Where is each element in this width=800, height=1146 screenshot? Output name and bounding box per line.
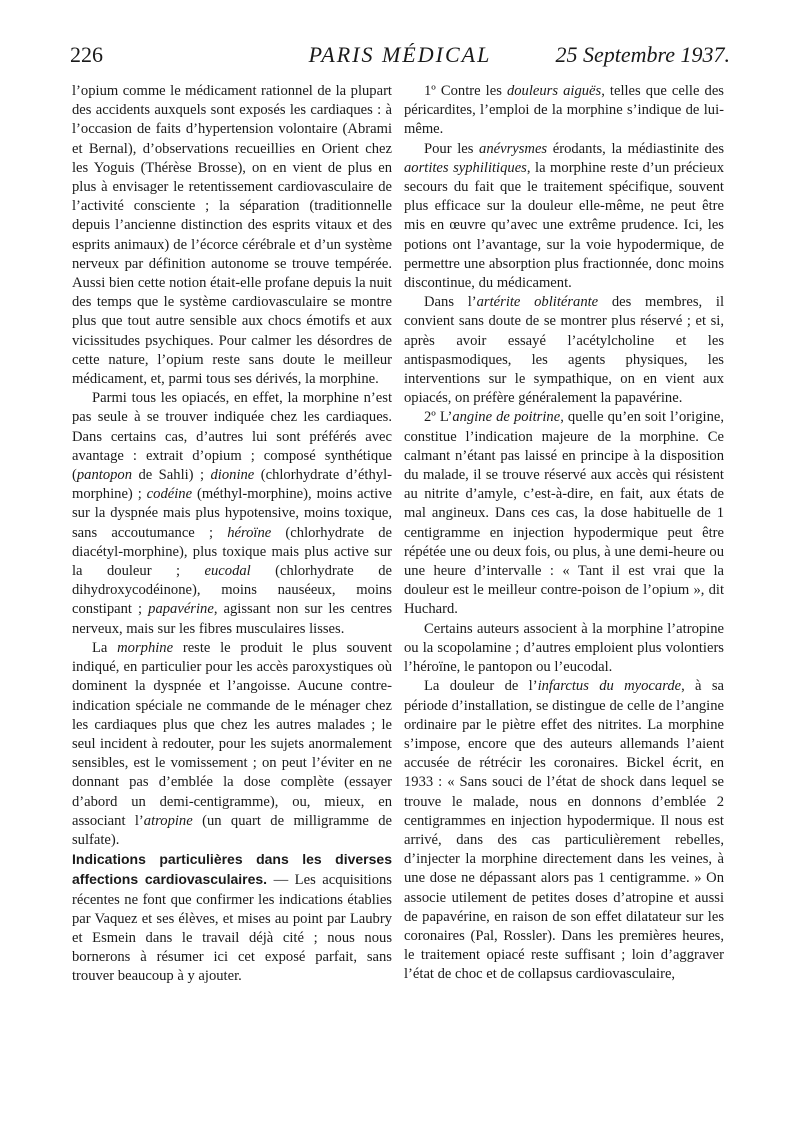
text-run: , telles que celle des péricardites, l’emploi de la morphine s’indique de lui-même. — [404, 83, 724, 138]
text-run: La douleur de l’ — [424, 678, 538, 695]
right-column — [404, 82, 724, 985]
paragraph — [404, 620, 724, 678]
drug-name: héroïne — [227, 524, 272, 541]
emphasis: infarctus du myocarde — [537, 678, 682, 695]
section-paragraph — [72, 850, 392, 986]
drug-name: codéine — [146, 486, 193, 503]
text-run: — Les acquisitions récentes ne font que confirmer les indications établies par Vaquez et ses élèves, et mises au point par Laubry et Esmein dans le travail déjà cité ; nous nous bornerons à résumer ici cet exposé parfait, sans trouver beaucoup à y ajouter. — [72, 872, 392, 985]
text-run: (chlorhydrate d’éthyl-morphine) ; — [72, 467, 392, 503]
drug-name: eucodal — [204, 563, 251, 580]
running-header — [70, 42, 730, 76]
text-run: (méthyl-morphine), moins active sur la dyspnée mais plus hypotensive, moins toxique, sans accoutumance ; — [72, 486, 392, 541]
text-run: Dans l’ — [424, 294, 477, 311]
drug-name: morphine — [117, 639, 174, 656]
text-run: La — [92, 639, 118, 656]
paragraph — [404, 293, 724, 408]
text-run: Pour les — [424, 140, 480, 157]
text-run: , agissant non sur les centres nerveux, mais sur les fibres musculaires lisses. — [72, 601, 393, 637]
emphasis: artérite oblitérante — [476, 294, 599, 311]
left-column — [72, 82, 392, 987]
section-heading: Indications particulières dans les diverses affections cardiovasculaires. — [72, 851, 392, 888]
emphasis: douleurs aiguës — [506, 83, 602, 99]
text-run: (un quart de milligramme de sulfate). — [72, 812, 392, 848]
paragraph — [404, 408, 724, 619]
paragraph-text: l’opium comme le médicament rationnel de la plupart des accidents auxquels sont exposés les cardiaques : à l’occasion de faits d’hypertension volontaire (Abrami et Bernal), d’observations recueillies en Orient chez les Yoguis (Thérèse Brosse), on en vient de plus en plus à envisager le retentissement cardiovasculaire de l’activité consciente ; la séparation (traditionnelle depuis l’ancienne distinction des esprits vitaux et des esprits animaux) de l’écorce cérébrale et d’un système nerveux par définition autonome se trouve tempérée. Aussi bien cette notion était-elle profane depuis la nuit des temps que le système cardiovasculaire se montre plus que tout autre sensible aux chocs émotifs et aux vicissitudes psychiques. Pour calmer les désordres de cette nature, l’opium reste sans doute le meilleur médicament, et, parmi tous ses dérivés, la morphine. — [72, 83, 392, 388]
text-run: 2º L’ — [424, 409, 453, 426]
paragraph-text: Certains auteurs associent à la morphine l’atropine ou la scopolamine ; d’autres emploient plus volontiers l’héroïne, le pantopon ou l’eucodal. — [404, 620, 724, 676]
text-run: des membres, il convient sans doute de se montrer plus réservé ; et si, après avoir essayé l’acétylcholine et les antispasmodiques, les agents physiques, les interventions sur le sympathique, on en vient aux opiacés, on préfère généralement la papavérine. — [404, 294, 724, 407]
paragraph — [72, 82, 392, 389]
journal-title: PARIS MÉDICAL — [308, 42, 492, 67]
text-run: érodants, la médiastinite des — [547, 140, 725, 157]
drug-name: pantopon — [76, 467, 133, 484]
drug-name: atropine — [143, 812, 193, 829]
page-number: 226 — [70, 42, 103, 67]
text-run: 1º Contre les — [424, 83, 507, 99]
paragraph — [404, 82, 724, 140]
text-run: Parmi tous les opiacés, en effet, la morphine n’est pas seule à se trouver indiquée chez les cardiaques. Dans certains cas, d’autres lui sont préférés avec avantage : extrait d’opium ; composé synthétique ( — [72, 390, 392, 484]
text-run: , à sa période d’installation, se distingue de celle de l’angine ordinaire par le piètre effet des nitrites. La morphine s’impose, encore que des auteurs allemands l’aient accusée de rétrécir les coronaires. Bickel écrit, en 1933 : « Sans souci de l’état de shock dans lequel se trouve le malade, nous en donnons d’emblée 2 centigrammes en injection hypodermique. Il nous est arrivé, dans des cas particulièrement rebelles, d’injecter la morphine directement dans les veines, à une dose ne dépassant alors pas 1 centigramme. » On associe utilement de petites doses d’atropine et aussi de papavérine, en raison de son effet dilatateur sur les coronaires (Pal, Rossler). Dans les premières heures, le traitement opiacé reste suffisant ; loin d’aggraver l’état de choc et de collapsus cardiovasculaire, — [404, 678, 724, 983]
drug-name: papavérine — [148, 601, 214, 618]
text-run: (chlorhydrate de dihydroxycodéinone), moins nauséeux, moins constipant ; — [72, 563, 392, 618]
paragraph — [404, 677, 724, 984]
text-run: , quelle qu’en soit l’origine, constitue l’indication majeure de la morphine. Ce calmant n’étant pas laissé en principe à la disposition du malade, il se trouve réservé aux accès qui résistent au nitrite d’amyle, c’est-à-dire, en fait, aux états de mal angineux. Dans ces cas, la dose habituelle de 1 centigramme en injection hypodermique peut être répétée une ou deux fois, ou plus, à une demi-heure ou une heure d’intervalle : « Tant il est vrai que la douleur est le meilleur contre-poison de l’opium », dit Huchard. — [404, 409, 724, 618]
emphasis: angine de poitrine — [452, 409, 561, 426]
paragraph — [72, 639, 392, 850]
text-run: de Sahli) ; — [132, 467, 211, 484]
paragraph — [404, 140, 724, 294]
text-run: (chlorhydrate de diacétyl-morphine), plus toxique mais plus active sur la douleur ; — [72, 524, 392, 580]
text-run: reste le produit le plus souvent indiqué, en particulier pour les accès paroxystiques où dominent la dyspnée et l’angoisse. Aucune contre-indication spéciale ne commande de le ménager chez les cardiaques plus que chez les autres malades ; le seul incident à redouter, pour les sujets anormalement sensibles, est le vomissement ; on peut l’éviter en ne donnant pas d’emblée la dose complète (essayer d’abord un demi-centigramme), ou, mieux, en associant l’ — [72, 639, 393, 829]
emphasis: aortites syphilitiques — [404, 159, 527, 176]
paragraph — [72, 389, 392, 639]
drug-name: dionine — [210, 467, 255, 484]
emphasis: anévrysmes — [479, 140, 548, 157]
issue-date: 25 Septembre 1937. — [555, 42, 730, 67]
text-run: , la morphine reste d’un précieux secours du fait que le traitement spécifique, souvent plus efficace sur la douleur elle-même, ne peut être mis en œuvre qu’avec une extrême prudence. Ici, les potions ont l’avantage, sur la voie hypodermique, de permettre une absorption plus fractionnée, donc moins discontinue, du médicament. — [404, 159, 724, 292]
